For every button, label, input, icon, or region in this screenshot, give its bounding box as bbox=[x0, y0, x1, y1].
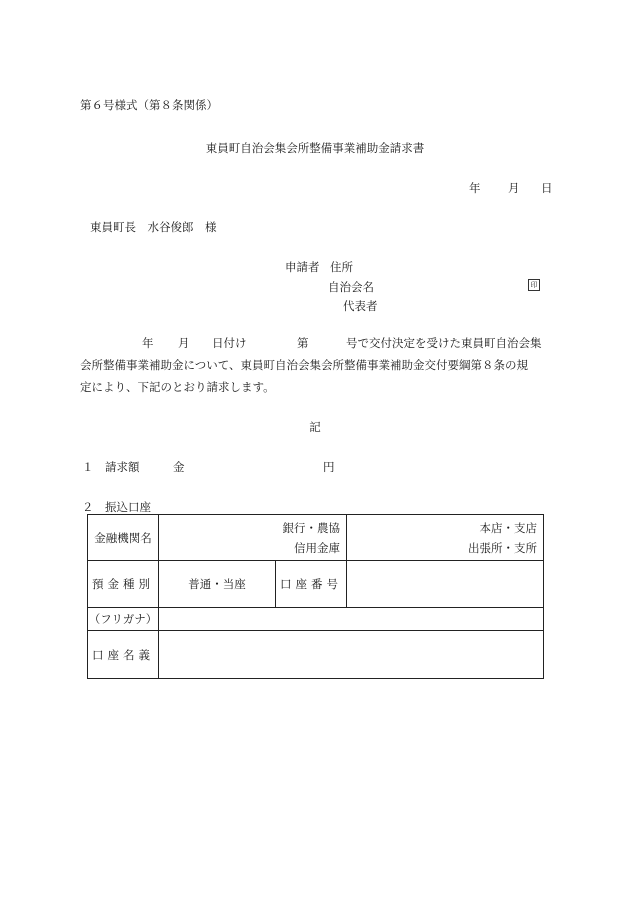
body-year: 年 bbox=[142, 336, 154, 350]
claim-amount-label: １ 請求額 bbox=[82, 460, 140, 474]
form-number-label: 第６号様式（第８条関係） bbox=[80, 98, 218, 112]
representative-label: 代表者 bbox=[343, 299, 378, 313]
date-month-label: 月 bbox=[508, 181, 520, 195]
bank-type-cell[interactable] bbox=[159, 515, 347, 561]
account-holder-label: 口座名義 bbox=[88, 631, 159, 679]
body-line3-text: 定により、下記のとおり請求します。 bbox=[80, 380, 275, 394]
seal-mark: 印 bbox=[528, 279, 540, 291]
bank-type-line1: 銀行・農協 bbox=[282, 520, 340, 535]
furigana-field[interactable] bbox=[159, 608, 544, 631]
bank-type-line2: 信用金庫 bbox=[294, 540, 340, 555]
association-name-label: 自治会名 bbox=[328, 280, 374, 294]
deposit-type-label: 預金種別 bbox=[88, 561, 159, 608]
holder-row bbox=[88, 631, 544, 679]
account-holder-field[interactable] bbox=[159, 631, 544, 679]
addressee: 東員町長 水谷俊郎 様 bbox=[90, 220, 217, 234]
furigana-row bbox=[88, 608, 544, 631]
document-title: 東員町自治会集会所整備事業補助金請求書 bbox=[205, 141, 425, 155]
account-number-label: 口座番号 bbox=[276, 561, 347, 608]
branch-type-line2: 出張所・支所 bbox=[468, 540, 537, 555]
bank-account-table bbox=[87, 514, 544, 679]
account-number-field[interactable] bbox=[347, 561, 544, 608]
body-number-prefix: 第 bbox=[297, 336, 309, 350]
branch-type-cell[interactable] bbox=[347, 515, 544, 561]
furigana-label: （フリガナ） bbox=[88, 608, 159, 631]
date-year-label: 年 bbox=[469, 181, 481, 195]
claim-kin-label: 金 bbox=[173, 460, 185, 474]
date-day-label: 日 bbox=[541, 181, 553, 195]
applicant-label: 申請者 bbox=[285, 260, 320, 274]
body-month: 月 bbox=[178, 336, 190, 350]
transfer-account-label: ２ 振込口座 bbox=[82, 500, 151, 514]
institution-label: 金融機関名 bbox=[88, 515, 159, 561]
deposit-row bbox=[88, 561, 544, 608]
body-line2-text: 会所整備事業補助金について、東員町自治会集会所整備事業補助金交付要綱第８条の規 bbox=[80, 358, 529, 372]
deposit-type-value[interactable]: 普通・当座 bbox=[159, 561, 276, 608]
body-line1-text: 号で交付決定を受けた東員町自治会集 bbox=[346, 336, 542, 350]
claim-yen-label: 円 bbox=[323, 460, 335, 474]
institution-row bbox=[88, 515, 544, 561]
body-date-suffix: 日付け bbox=[212, 336, 247, 350]
ki-heading: 記 bbox=[309, 420, 321, 434]
applicant-address-label: 住所 bbox=[330, 260, 353, 274]
branch-type-line1: 本店・支店 bbox=[479, 520, 537, 535]
